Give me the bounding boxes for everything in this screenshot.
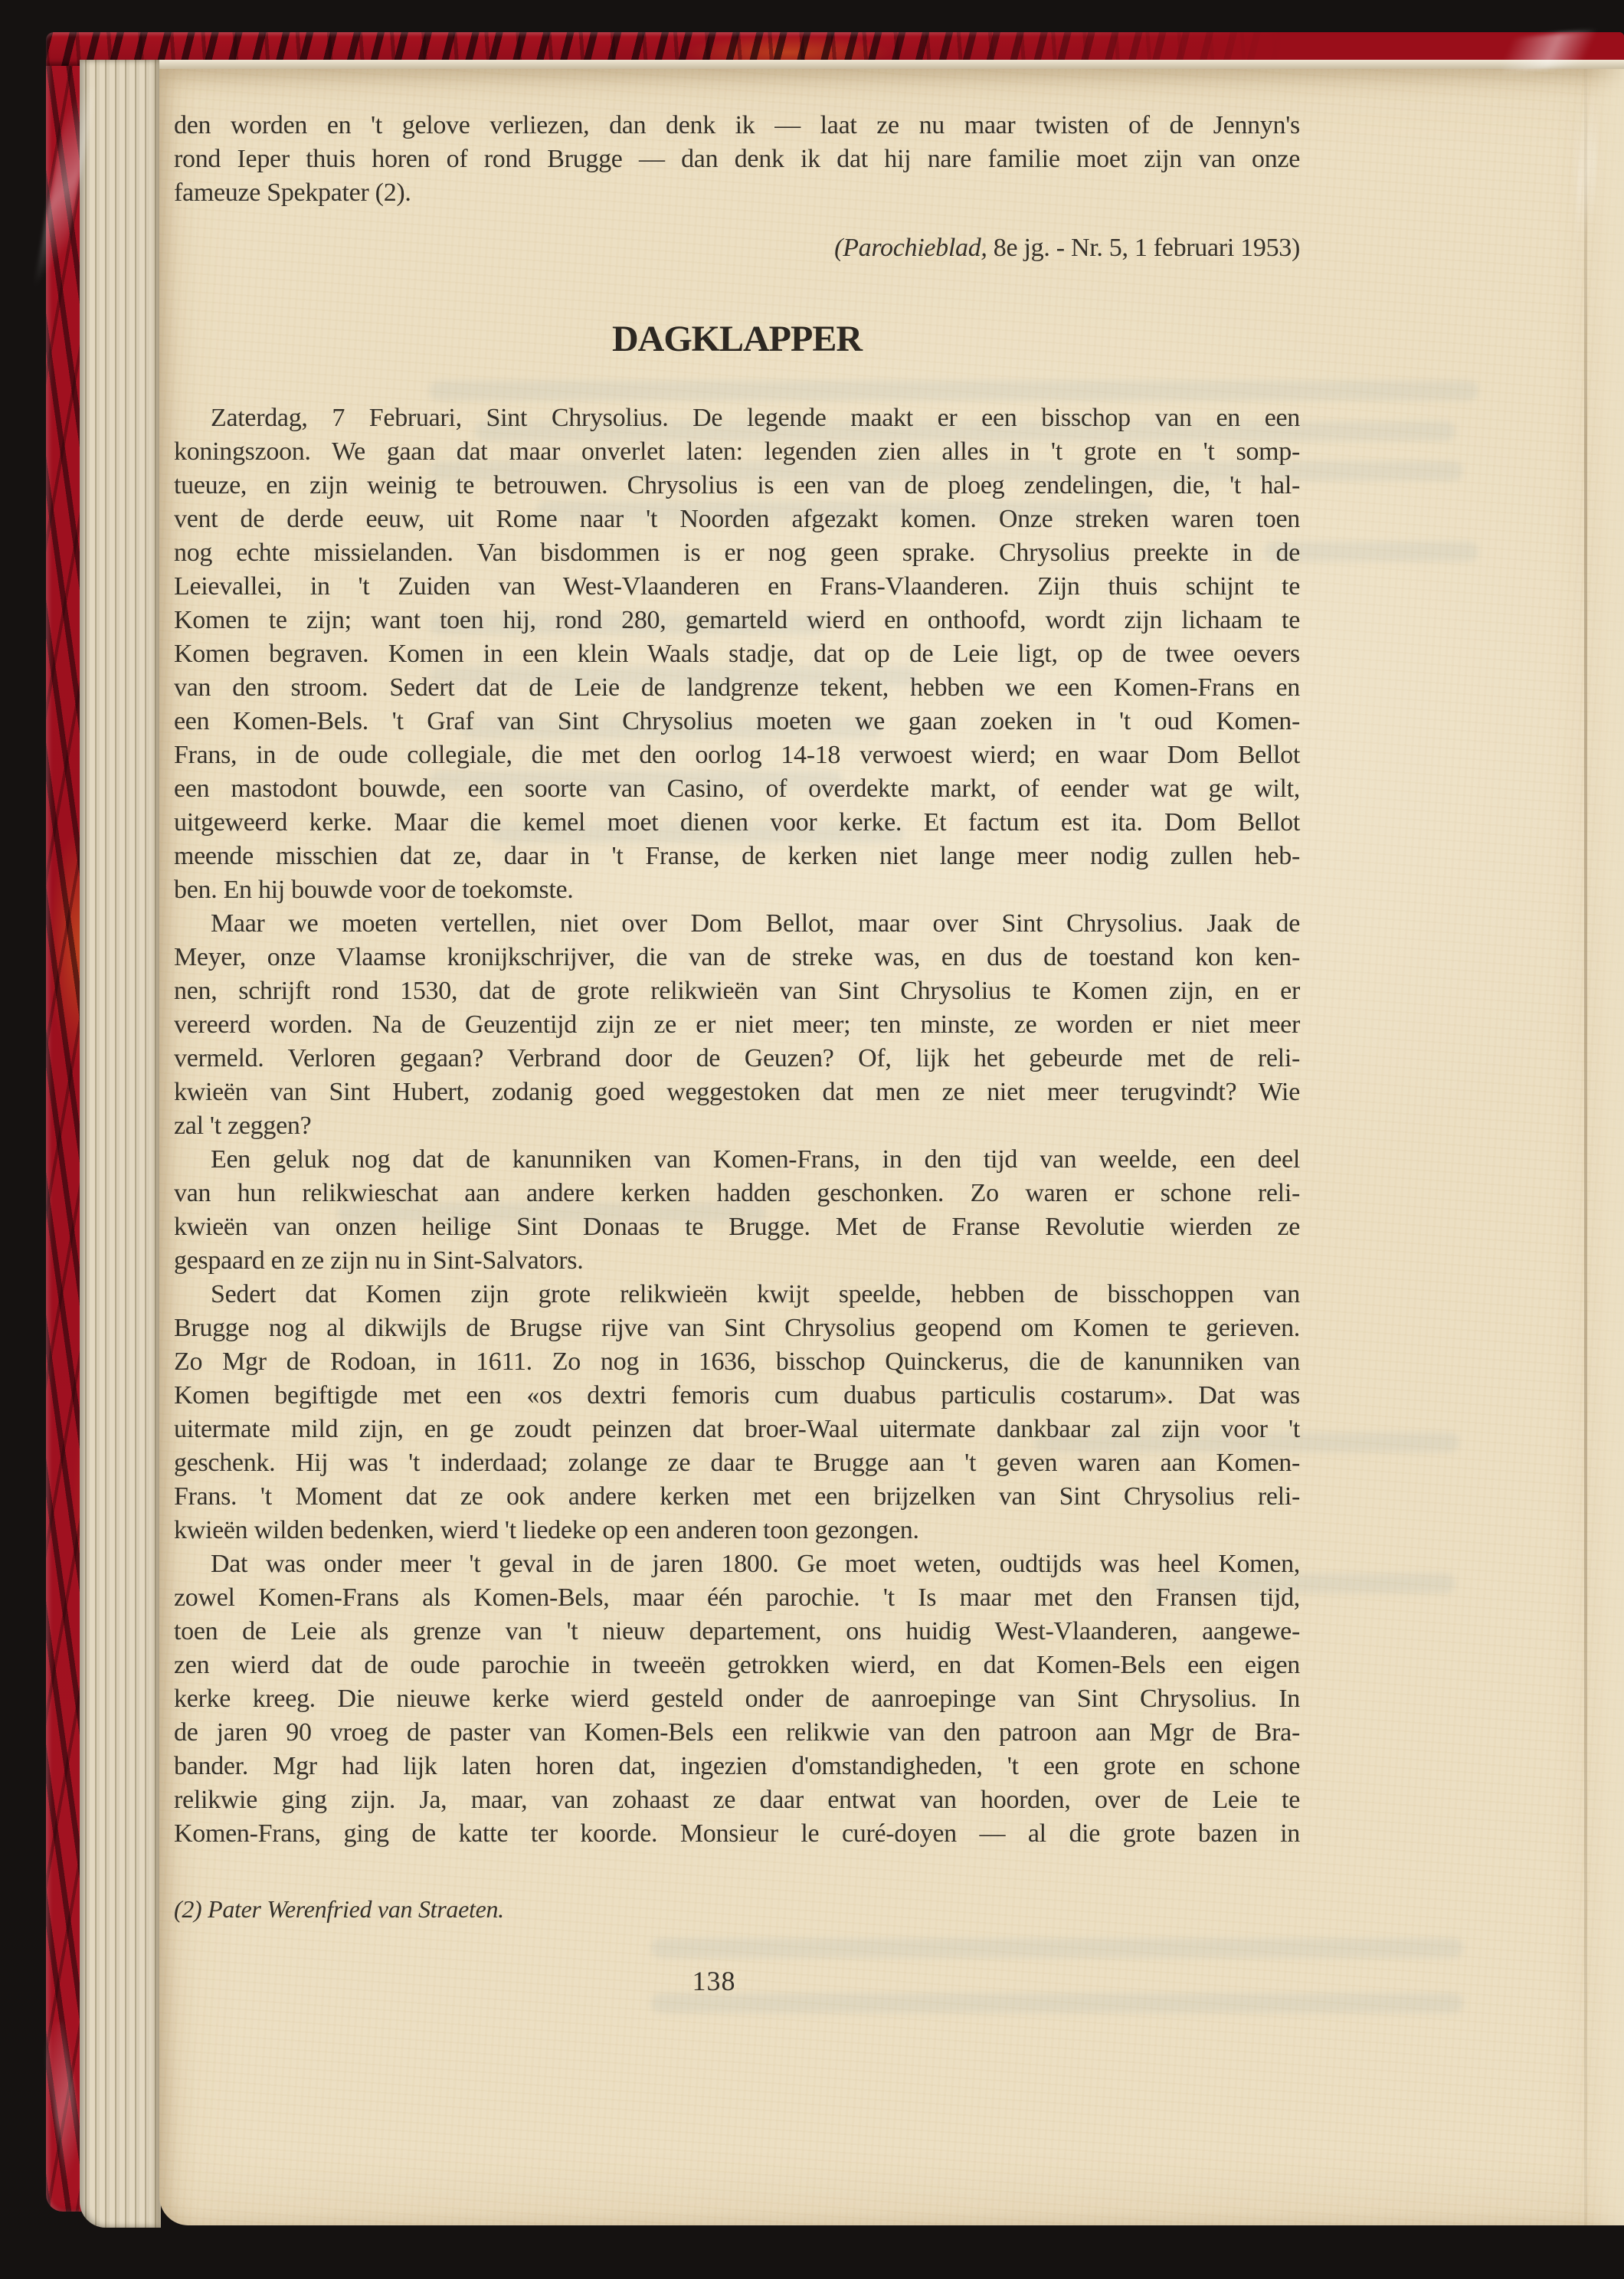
section-heading: DAGKLAPPER bbox=[612, 319, 862, 359]
body-text-line: fameuze Spekpater (2). bbox=[174, 178, 411, 207]
body-text-line: Komen-Frans, ging de katte ter koorde. Monsieur le curé-doyen — al die grote bazen in bbox=[174, 1819, 1300, 1848]
body-text-line: Komen begraven. Komen in een klein Waals stadje, dat op de Leie ligt, op de twee oevers bbox=[174, 640, 1300, 668]
body-text-line: vereerd worden. Na de Geuzentijd zijn ze er niet meer; ten minste, ze worden er niet meer bbox=[174, 1010, 1300, 1039]
page-stack-top-edge bbox=[159, 60, 1624, 69]
body-text-line: bander. Mgr had lijk laten horen dat, ingezien d'omstandigheden, 't een grote en schone bbox=[174, 1752, 1300, 1780]
body-text-line: Dat was onder meer 't geval in de jaren 1800. Ge moet weten, oudtijds was heel Komen, bbox=[211, 1550, 1300, 1578]
body-text-line: een Komen-Bels. 't Graf van Sint Chrysolius moeten we gaan zoeken in 't oud Komen- bbox=[174, 707, 1300, 735]
page-number: 138 bbox=[692, 1966, 736, 1996]
body-text-line: vent de derde eeuw, uit Rome naar 't Noorden afgezakt komen. Onze streken waren toen bbox=[174, 505, 1300, 533]
body-text-line: meende misschien dat ze, daar in 't Franse, de kerken niet lange meer nodig zullen heb- bbox=[174, 842, 1300, 870]
body-text-line: Leievallei, in 't Zuiden van West-Vlaanderen en Frans-Vlaanderen. Zijn thuis schijnt te bbox=[174, 572, 1300, 601]
body-text-line: kwieën van Sint Hubert, zodanig goed weggestoken dat men ze niet meer terugvindt? Wie bbox=[174, 1078, 1300, 1106]
footnote: (2) Pater Werenfried van Straeten. bbox=[174, 1895, 504, 1923]
body-text-line: koningszoon. We gaan dat maar onverlet laten: legenden zien alles in 't grote en 't somp- bbox=[174, 437, 1300, 466]
body-text-line: zal 't zeggen? bbox=[174, 1112, 312, 1140]
body-text-line: Komen te zijn; want toen hij, rond 280, gemarteld wierd en onthoofd, wordt zijn lichaam te bbox=[174, 606, 1300, 634]
body-text-line: uitermate mild zijn, en ge zoudt peinzen dat broer-Waal uitermate dankbaar zal zijn voor 't bbox=[174, 1415, 1300, 1443]
body-text-line: van den stroom. Sedert dat de Leie de landgrenze tekent, hebben we een Komen-Frans en bbox=[174, 673, 1300, 702]
body-text-line: Komen begiftigde met een «os dextri femoris cum duabus particulis costarum». Dat was bbox=[174, 1381, 1300, 1410]
body-text-line: zen wierd dat de oude parochie in tweeën getrokken wierd, en dat Komen-Bels een eigen bbox=[174, 1651, 1300, 1679]
source-citation bbox=[174, 231, 1300, 265]
body-text-line: zowel Komen-Frans als Komen-Bels, maar één parochie. 't Is maar met den Fransen tijd, bbox=[174, 1583, 1300, 1612]
body-text-line: de jaren 90 vroeg de paster van Komen-Bels een relikwie van den patroon aan Mgr de Bra- bbox=[174, 1718, 1300, 1747]
body-text-line: Frans. 't Moment dat ze ook andere kerken met een brijzelken van Sint Chrysolius reli- bbox=[174, 1482, 1300, 1511]
body-text bbox=[174, 401, 1300, 1851]
body-text-line: uitgeweerd kerke. Maar die kemel moet dienen voor kerke. Et factum est ita. Dom Bellot bbox=[174, 808, 1300, 837]
body-text-line: van hun relikwieschat aan andere kerken hadden geschonken. Zo waren er schone reli- bbox=[174, 1179, 1300, 1207]
body-text-line: kwieën wilden bedenken, wierd 't liedeke op een anderen toon gezongen. bbox=[174, 1516, 919, 1544]
body-text-line: nog echte missielanden. Van bisdommen is er nog geen sprake. Chrysolius preekte in de bbox=[174, 539, 1300, 567]
page-right-fold bbox=[1587, 69, 1624, 2225]
body-text-line: Zaterdag, 7 Februari, Sint Chrysolius. De legende maakt er een bisschop van en een bbox=[211, 404, 1300, 432]
body-text-line: geschenk. Hij was 't inderdaad; zolange ze daar te Brugge aan 't geven waren aan Komen- bbox=[174, 1449, 1300, 1477]
body-text-line: vermeld. Verloren gegaan? Verbrand door de Geuzen? Of, lijk het gebeurde met de reli- bbox=[174, 1044, 1300, 1072]
body-text-line: kwieën van onzen heilige Sint Donaas te Brugge. Met de Franse Revolutie wierden ze bbox=[174, 1213, 1300, 1241]
body-text-line: gespaard en ze zijn nu in Sint-Salvators. bbox=[174, 1246, 584, 1275]
body-text-line: relikwie ging zijn. Ja, maar, van zohaast ze daar entwat van hoorden, over de Leie te bbox=[174, 1786, 1300, 1814]
body-text-line: nen, schrijft rond 1530, dat de grote relikwieën van Sint Chrysolius te Komen zijn, en er bbox=[174, 977, 1300, 1005]
body-text-line: ben. En hij bouwde voor de toekomste. bbox=[174, 876, 574, 904]
body-text-line: Sedert dat Komen zijn grote relikwieën kwijt speelde, hebben de bisschoppen van bbox=[211, 1280, 1300, 1308]
body-text-line: Frans, in de oude collegiale, die met den oorlog 14-18 verwoest wierd; en waar Dom Bellot bbox=[174, 741, 1300, 769]
body-text-line: Meyer, onze Vlaamse kronijkschrijver, die van de streke was, en dus de toestand kon ken- bbox=[174, 943, 1300, 971]
body-text-line: toen de Leie als grenze van 't nieuw departement, ons huidig West-Vlaanderen, aangewe- bbox=[174, 1617, 1300, 1645]
body-text-line: Brugge nog al dikwijls de Brugse rijve van Sint Chrysolius geopend om Komen te gerieven. bbox=[174, 1314, 1300, 1342]
body-text-line: tueuze, en zijn weinig te betrouwen. Chrysolius is een van de ploeg zendelingen, die, 't hal- bbox=[174, 471, 1300, 499]
page-text-column bbox=[174, 109, 1300, 1998]
body-text-line: Maar we moeten vertellen, niet over Dom Bellot, maar over Sint Chrysolius. Jaak de bbox=[211, 909, 1300, 938]
citation-source-title: (Parochieblad, bbox=[834, 234, 987, 262]
body-text-line: Een geluk nog dat de kanunniken van Komen-Frans, in den tijd van weelde, een deel bbox=[211, 1145, 1300, 1174]
body-text-line: Zo Mgr de Rodoan, in 1611. Zo nog in 1636, bisschop Quinckerus, die de kanunniken van bbox=[174, 1347, 1300, 1376]
body-text-line: rond Ieper thuis horen of rond Brugge — dan denk ik dat hij nare familie moet zijn van onze bbox=[174, 145, 1300, 173]
body-text-line: een mastodont bouwde, een soorte van Casino, of overdekte markt, of eender wat ge wilt, bbox=[174, 774, 1300, 803]
body-text-line: den worden en 't gelove verliezen, dan denk ik — laat ze nu maar twisten of de Jennyn's bbox=[174, 111, 1300, 139]
citation-issue-info: 8e jg. - Nr. 5, 1 februari 1953) bbox=[987, 234, 1300, 262]
continuation-paragraph bbox=[174, 109, 1300, 210]
body-text-line: kerke kreeg. Die nieuwe kerke wierd gesteld onder de aanroepinge van Sint Chrysolius. In bbox=[174, 1685, 1300, 1713]
page-stack-edges bbox=[80, 60, 161, 2228]
